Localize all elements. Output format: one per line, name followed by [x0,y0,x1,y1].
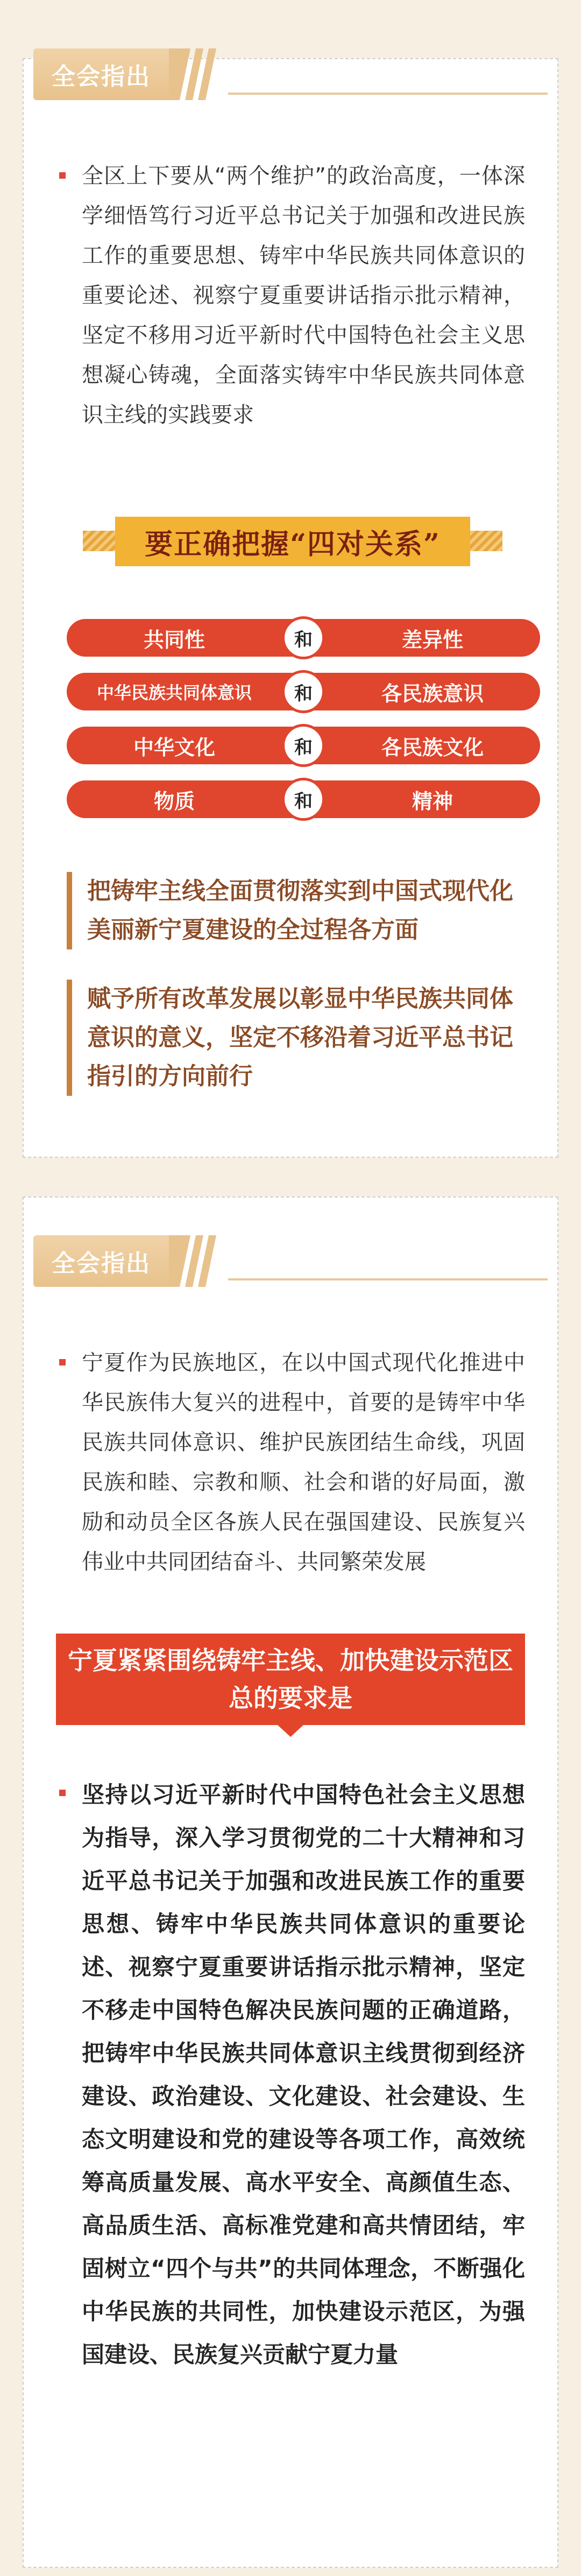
section-tag-label: 全会指出 [33,48,169,100]
requirements-banner [56,1634,525,1725]
banner-line: 总的要求是 [229,1684,352,1713]
bullet-text: 全区上下要从“两个维护”的政治高度，一体深学细悟笃行习近平总书记关于加强和改进民族工作的重要思想、铸牢中华民族共同体意识的重要论述、视察宁夏重要讲话指示批示精神，坚定不移用习近平新时代中国特色社会主义思想凝心铸魂，全面落实铸牢中华民族共同体意识主线的实践要求 [56,156,525,435]
section-tag [33,48,233,100]
relation-right: 各民族意识 [303,673,540,710]
bullet-text: 坚持以习近平新时代中国特色社会主义思想为指导，深入学习贯彻党的二十大精神和习近平总书记关于加强和改进民族工作的重要思想、铸牢中华民族共同体意识的重要论述、视察宁夏重要讲话指示批示精神，坚定不移走中国特色解决民族问题的正确道路，把铸牢中华民族共同体意识主线贯彻到经济建设、政治建设、文化建设、社会建设、生态文明建设和党的建设等各项工作，高效统筹高质量发展、高水平安全、高颜值生态、高品质生活、高标准党建和高共情团结，牢固树立“四个与共”的共同体理念，不断强化中华民族的共同性，加快建设示范区，为强国建设、民族复兴贡献宁夏力量 [56,1773,525,2376]
bullet-list [56,156,525,435]
tag-underline [228,93,548,95]
bullet-list [56,1773,525,2376]
relation-right: 差异性 [303,619,540,657]
relation-left: 物质 [67,780,303,818]
relation-right: 各民族文化 [303,727,540,764]
section-card-1 [23,58,558,1158]
relation-and: 和 [282,670,325,713]
four-relations-banner [115,511,470,571]
bullet-list [56,1343,525,1582]
banner-line: 宁夏紧紧围绕铸牢主线、加快建设示范区 [68,1646,513,1675]
relation-right: 精神 [303,780,540,818]
relation-pair [67,619,540,657]
section-tag [33,1235,233,1287]
section-tag-label: 全会指出 [33,1235,169,1287]
banner-title: 要正确把握“四对关系” [115,517,470,566]
relation-left: 共同性 [67,619,303,657]
relation-left: 中华文化 [67,727,303,764]
callout-text: 把铸牢主线全面贯彻落实到中国式现代化美丽新宁夏建设的全过程各方面 [67,872,525,949]
relation-pair [67,673,540,710]
relation-and: 和 [282,724,325,767]
tag-tail-decoration [169,48,233,100]
callout-text: 赋予所有改革发展以彰显中华民族共同体意识的意义，坚定不移沿着习近平总书记指引的方向前行 [67,980,525,1096]
tag-tail-decoration [169,1235,233,1287]
bullet-text: 宁夏作为民族地区，在以中国式现代化推进中华民族伟大复兴的进程中，首要的是铸牢中华民族共同体意识、维护民族团结生命线，巩固民族和睦、宗教和顺、社会和谐的好局面，激励和动员全区各族人民在强国建设、民族复兴伟业中共同团结奋斗、共同繁荣发展 [56,1343,525,1582]
relation-and: 和 [282,778,325,821]
relation-pair [67,727,540,764]
section-card-2 [23,1196,558,2568]
relation-and: 和 [282,616,325,659]
tag-underline [228,1278,548,1280]
relation-pair [67,780,540,818]
relation-left: 中华民族共同体意识 [67,673,303,710]
